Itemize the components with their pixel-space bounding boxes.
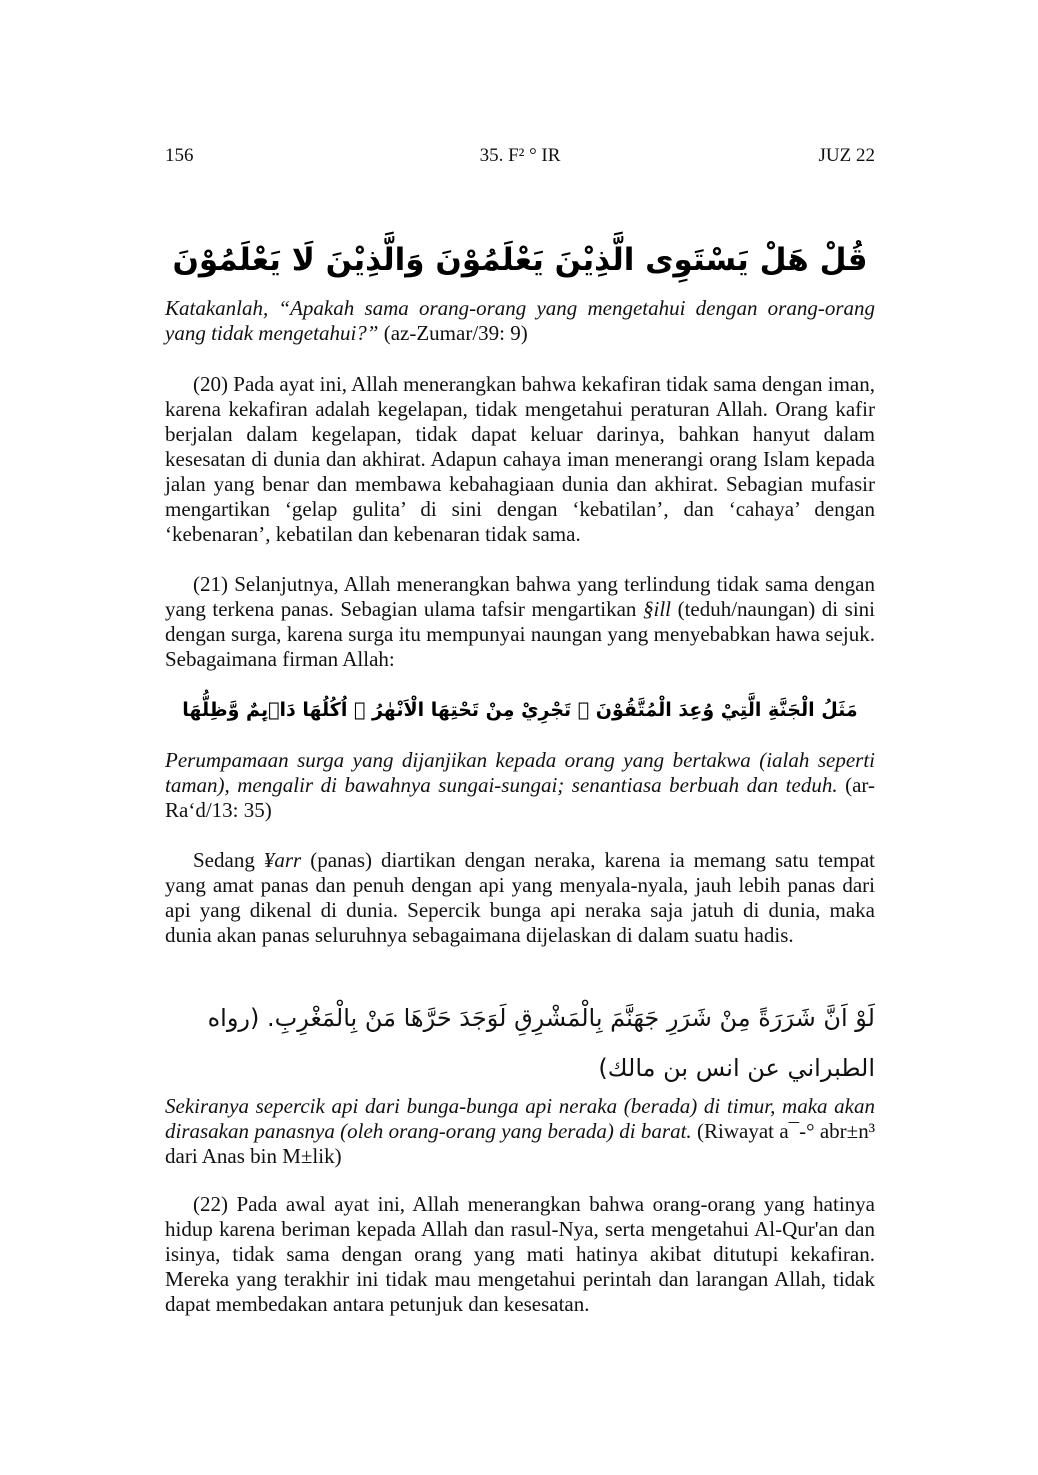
verse-reference: (az-Zumar/39: 9) [378,321,528,345]
verse-reference: (ar-Ra‘d/13: 35) [165,773,875,822]
paragraph-20: (20) Pada ayat ini, Allah menerangkan bahwa kekafiran tidak sama dengan iman, karena kekafiran adalah kegelapan, tidak mengetahui peraturan Allah. Orang kafir berjalan dalam kegelapan, tidak dapat keluar darinya, bahkan hanyut dalam kesesatan di dunia dan akhirat. Adapun cahaya iman menerangi orang Islam kepada jalan yang benar dan membawa kebahagiaan dunia dan akhirat. Sebagian mufasir mengartikan ‘gelap gulita’ di sini dengan ‘kebatilan’, dan ‘cahaya’ dengan ‘kebenaran’, kebatilan dan kebenaran tidak sama. [165,372,875,546]
paragraph-21 [165,572,875,672]
juz-label: JUZ 22 [818,145,875,166]
ayah-arabic-1: قُلْ هَلْ يَسْتَوِى الَّذِيْنَ يَعْلَمُوْنَ وَالَّذِيْنَ لَا يَعْلَمُوْنَ [172,242,868,278]
page-header [165,145,875,171]
paragraph-text: (21) Selanjutnya, Allah menerangkan bahwa yang terlindung tidak sama dengan yang terkena panas. Sebagian ulama tafsir mengartikan [165,572,875,621]
paragraph-text: (panas) diartikan dengan neraka, karena ia memang satu tempat yang amat panas dan penuh dengan api yang menyala-nyala, jauh lebih panas dari api yang dikenal di dunia. Sepercik bunga api neraka saja jatuh di dunia, maka dunia akan panas seluruhnya sebagaimana dijelaskan di dalam suatu hadis. [165,848,875,947]
ayah-translation-1 [165,296,875,346]
hadith-translation [165,1094,875,1169]
surah-title: 35. F² ° IR [479,145,561,166]
paragraph-text: (teduh/naungan) di sini dengan surga, karena surga itu mempunyai naungan yang menyebabkan hawa sejuk. Sebagaimana firman Allah: [165,597,875,671]
translation-text: Perumpamaan surga yang dijanjikan kepada orang yang bertakwa (ialah seperti taman), mengalir di bawahnya sungai-sungai; senantiasa berbuah dan teduh. [165,748,875,797]
hadith-reference: (Riwayat a¯-° abr±n³ dari Anas bin M±lik) [165,1119,875,1168]
term-zill: §ill [643,597,672,621]
paragraph-text: Sedang [193,848,264,872]
ayah-translation-2 [165,748,875,823]
paragraph-harr [165,848,875,948]
translation-text: Katakanlah, “Apakah sama orang-orang yang mengetahui dengan orang-orang yang tidak mengetahui?” [165,296,875,345]
ayah-arabic-2: مَثَلُ الْجَنَّةِ الَّتِيْ وُعِدَ الْمُتَّقُوْنَ ۗ تَجْرِيْ مِنْ تَحْتِهَا الْاَنْهٰرُ ۗ اُكُلُهَا دَاۤىِٕمٌ وَّظِلُّهَا [182,699,858,721]
paragraph-22: (22) Pada awal ayat ini, Allah menerangkan bahwa orang-orang yang hatinya hidup karena beriman kepada Allah dan rasul-Nya, serta mengetahui Al-Qur'an dan isinya, tidak sama dengan orang yang mati hatinya akibat ditutupi kekafiran. Mereka yang terakhir ini tidak mau mengetahui perintah dan larangan Allah, tidak dapat membedakan antara petunjuk dan kesesatan. [165,1192,875,1316]
page-number: 156 [165,145,194,166]
term-harr: ¥arr [263,848,302,872]
hadith-arabic: لَوْ اَنَّ شَرَرَةً مِنْ شَرَرِ جَهَنَّمَ بِالْمَشْرِقِ لَوَجَدَ حَرَّهَا مَنْ بِالْمَغْرِبِ. (رواه الطبراني عن انس بن مالك) [207,1004,875,1082]
translation-text: Sekiranya sepercik api dari bunga-bunga api neraka (berada) di timur, maka akan dirasakan panasnya (oleh orang-orang yang berada) di barat. [165,1094,875,1143]
